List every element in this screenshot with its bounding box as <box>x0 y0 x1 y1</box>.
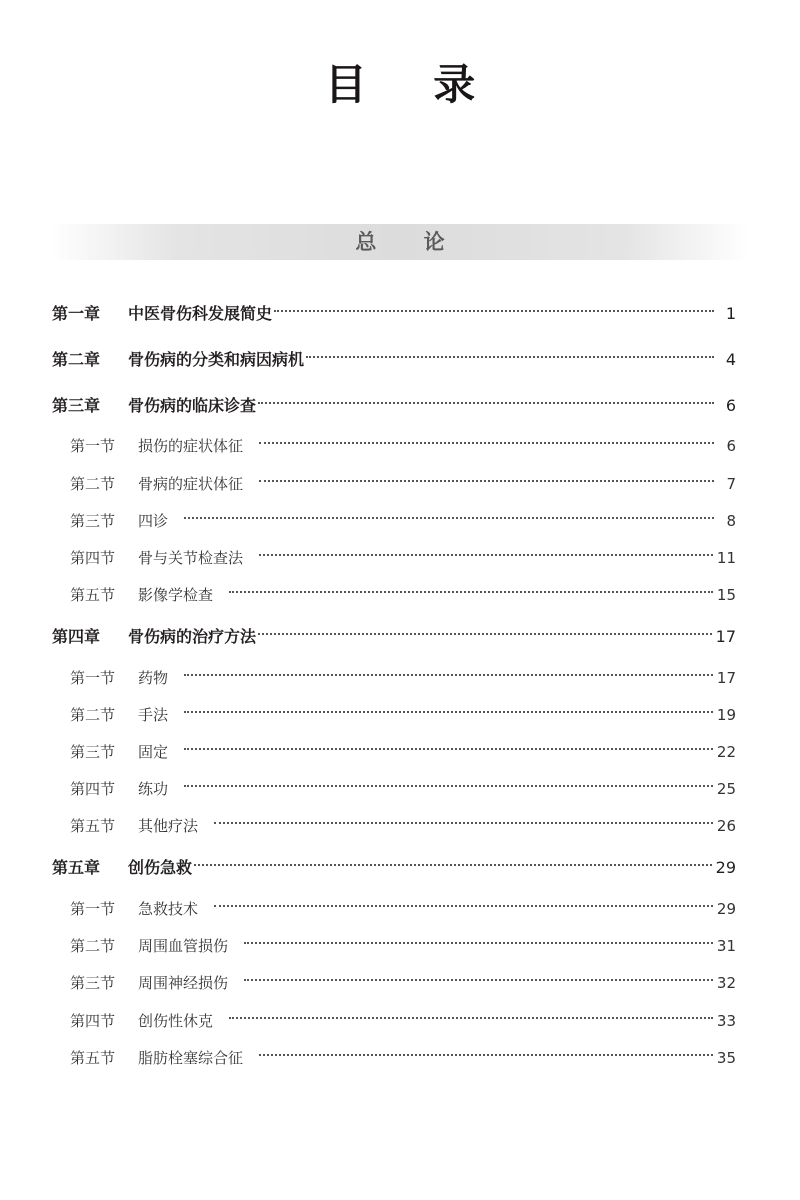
dot-leader <box>259 1039 713 1063</box>
toc-section[interactable] <box>70 502 736 530</box>
toc-section[interactable] <box>70 1039 736 1067</box>
toc-section[interactable] <box>70 659 736 687</box>
dot-leader <box>184 502 714 526</box>
chapter-label: 第三章 <box>52 396 101 415</box>
section-label: 第一节 <box>70 437 116 455</box>
page-title: 目 录 <box>324 60 502 109</box>
toc-section[interactable] <box>70 539 736 567</box>
chapter-label: 第四章 <box>52 627 101 646</box>
dot-leader <box>259 427 714 451</box>
dot-leader <box>229 1002 713 1026</box>
section-title: 周围神经损伤 <box>138 974 229 992</box>
page-number: 31 <box>716 937 736 955</box>
page-number: 11 <box>716 549 736 567</box>
toc-section[interactable] <box>70 927 736 955</box>
toc-section[interactable] <box>70 465 736 493</box>
toc-chapter-1[interactable] <box>52 295 736 323</box>
chapter-title: 骨伤病的治疗方法 <box>128 627 257 646</box>
toc-chapter-4[interactable] <box>52 618 736 646</box>
toc-section[interactable] <box>70 807 736 835</box>
dot-leader <box>184 659 713 683</box>
section-label: 第三节 <box>70 743 116 761</box>
toc-section[interactable] <box>70 696 736 724</box>
chapter-label: 第五章 <box>52 858 101 877</box>
toc-section[interactable] <box>70 964 736 992</box>
section-label: 第三节 <box>70 974 116 992</box>
chapter-label: 第一章 <box>52 304 101 323</box>
page-number: 15 <box>716 586 736 604</box>
dot-leader <box>259 465 714 489</box>
dot-leader <box>214 807 713 831</box>
section-title: 创伤性休克 <box>138 1012 214 1030</box>
section-label: 第一节 <box>70 900 116 918</box>
page-number: 19 <box>716 706 736 724</box>
section-title: 其他疗法 <box>138 817 199 835</box>
dot-leader <box>194 849 712 873</box>
section-title: 骨病的症状体征 <box>138 475 244 493</box>
dot-leader <box>274 295 714 319</box>
section-title: 影像学检查 <box>138 586 214 604</box>
toc-chapter-3[interactable] <box>52 387 736 415</box>
toc-section[interactable] <box>70 576 736 604</box>
dot-leader <box>258 618 712 642</box>
toc-section[interactable] <box>70 1002 736 1030</box>
section-label: 第三节 <box>70 512 116 530</box>
section-label: 第二节 <box>70 706 116 724</box>
toc-chapter-5[interactable] <box>52 849 736 877</box>
dot-leader <box>184 696 713 720</box>
section-title: 四诊 <box>138 512 169 530</box>
section-label: 第二节 <box>70 475 116 493</box>
section-title: 练功 <box>138 780 169 798</box>
page-number: 29 <box>715 858 736 877</box>
page-number: 25 <box>716 780 736 798</box>
page-number: 6 <box>726 437 736 455</box>
section-label: 第四节 <box>70 780 116 798</box>
section-title: 损伤的症状体征 <box>138 437 244 455</box>
chapter-title: 骨伤病的分类和病因病机 <box>128 350 305 369</box>
section-title: 手法 <box>138 706 169 724</box>
section-label: 第二节 <box>70 937 116 955</box>
page-number: 1 <box>725 304 736 323</box>
page-number: 22 <box>716 743 736 761</box>
section-label: 第五节 <box>70 1049 116 1067</box>
section-title: 固定 <box>138 743 169 761</box>
dot-leader <box>306 341 714 365</box>
section-title: 急救技术 <box>138 900 199 918</box>
page-number: 6 <box>725 396 736 415</box>
toc-chapter-2[interactable] <box>52 341 736 369</box>
dot-leader <box>258 387 714 411</box>
page-number: 26 <box>716 817 736 835</box>
section-title: 骨与关节检查法 <box>138 549 244 567</box>
dot-leader <box>244 964 713 988</box>
section-title: 周围血管损伤 <box>138 937 229 955</box>
toc-section[interactable] <box>70 733 736 761</box>
dot-leader <box>184 733 713 757</box>
page-number: 8 <box>726 512 736 530</box>
section-label: 第五节 <box>70 586 116 604</box>
toc-section[interactable] <box>70 427 736 455</box>
page-number: 17 <box>716 669 736 687</box>
section-title: 药物 <box>138 669 169 687</box>
chapter-label: 第二章 <box>52 350 101 369</box>
page-number: 33 <box>716 1012 736 1030</box>
dot-leader <box>184 770 713 794</box>
section-label: 第一节 <box>70 669 116 687</box>
page-number: 29 <box>716 900 736 918</box>
dot-leader <box>214 890 713 914</box>
chapter-title: 中医骨伤科发展简史 <box>128 304 273 323</box>
toc-section[interactable] <box>70 770 736 798</box>
section-label: 第五节 <box>70 817 116 835</box>
dot-leader <box>259 539 713 563</box>
page-number: 4 <box>725 350 736 369</box>
dot-leader <box>244 927 713 951</box>
page-number: 32 <box>716 974 736 992</box>
section-label: 第四节 <box>70 1012 116 1030</box>
page-number: 7 <box>726 475 736 493</box>
section-banner <box>50 224 750 260</box>
section-label: 第四节 <box>70 549 116 567</box>
section-banner-label: 总 论 <box>355 230 465 254</box>
page-number: 35 <box>716 1049 736 1067</box>
dot-leader <box>229 576 713 600</box>
chapter-title: 骨伤病的临床诊查 <box>128 396 257 415</box>
page-number: 17 <box>715 627 736 646</box>
section-title: 脂肪栓塞综合征 <box>138 1049 244 1067</box>
chapter-title: 创伤急救 <box>128 858 193 877</box>
toc-section[interactable] <box>70 890 736 918</box>
